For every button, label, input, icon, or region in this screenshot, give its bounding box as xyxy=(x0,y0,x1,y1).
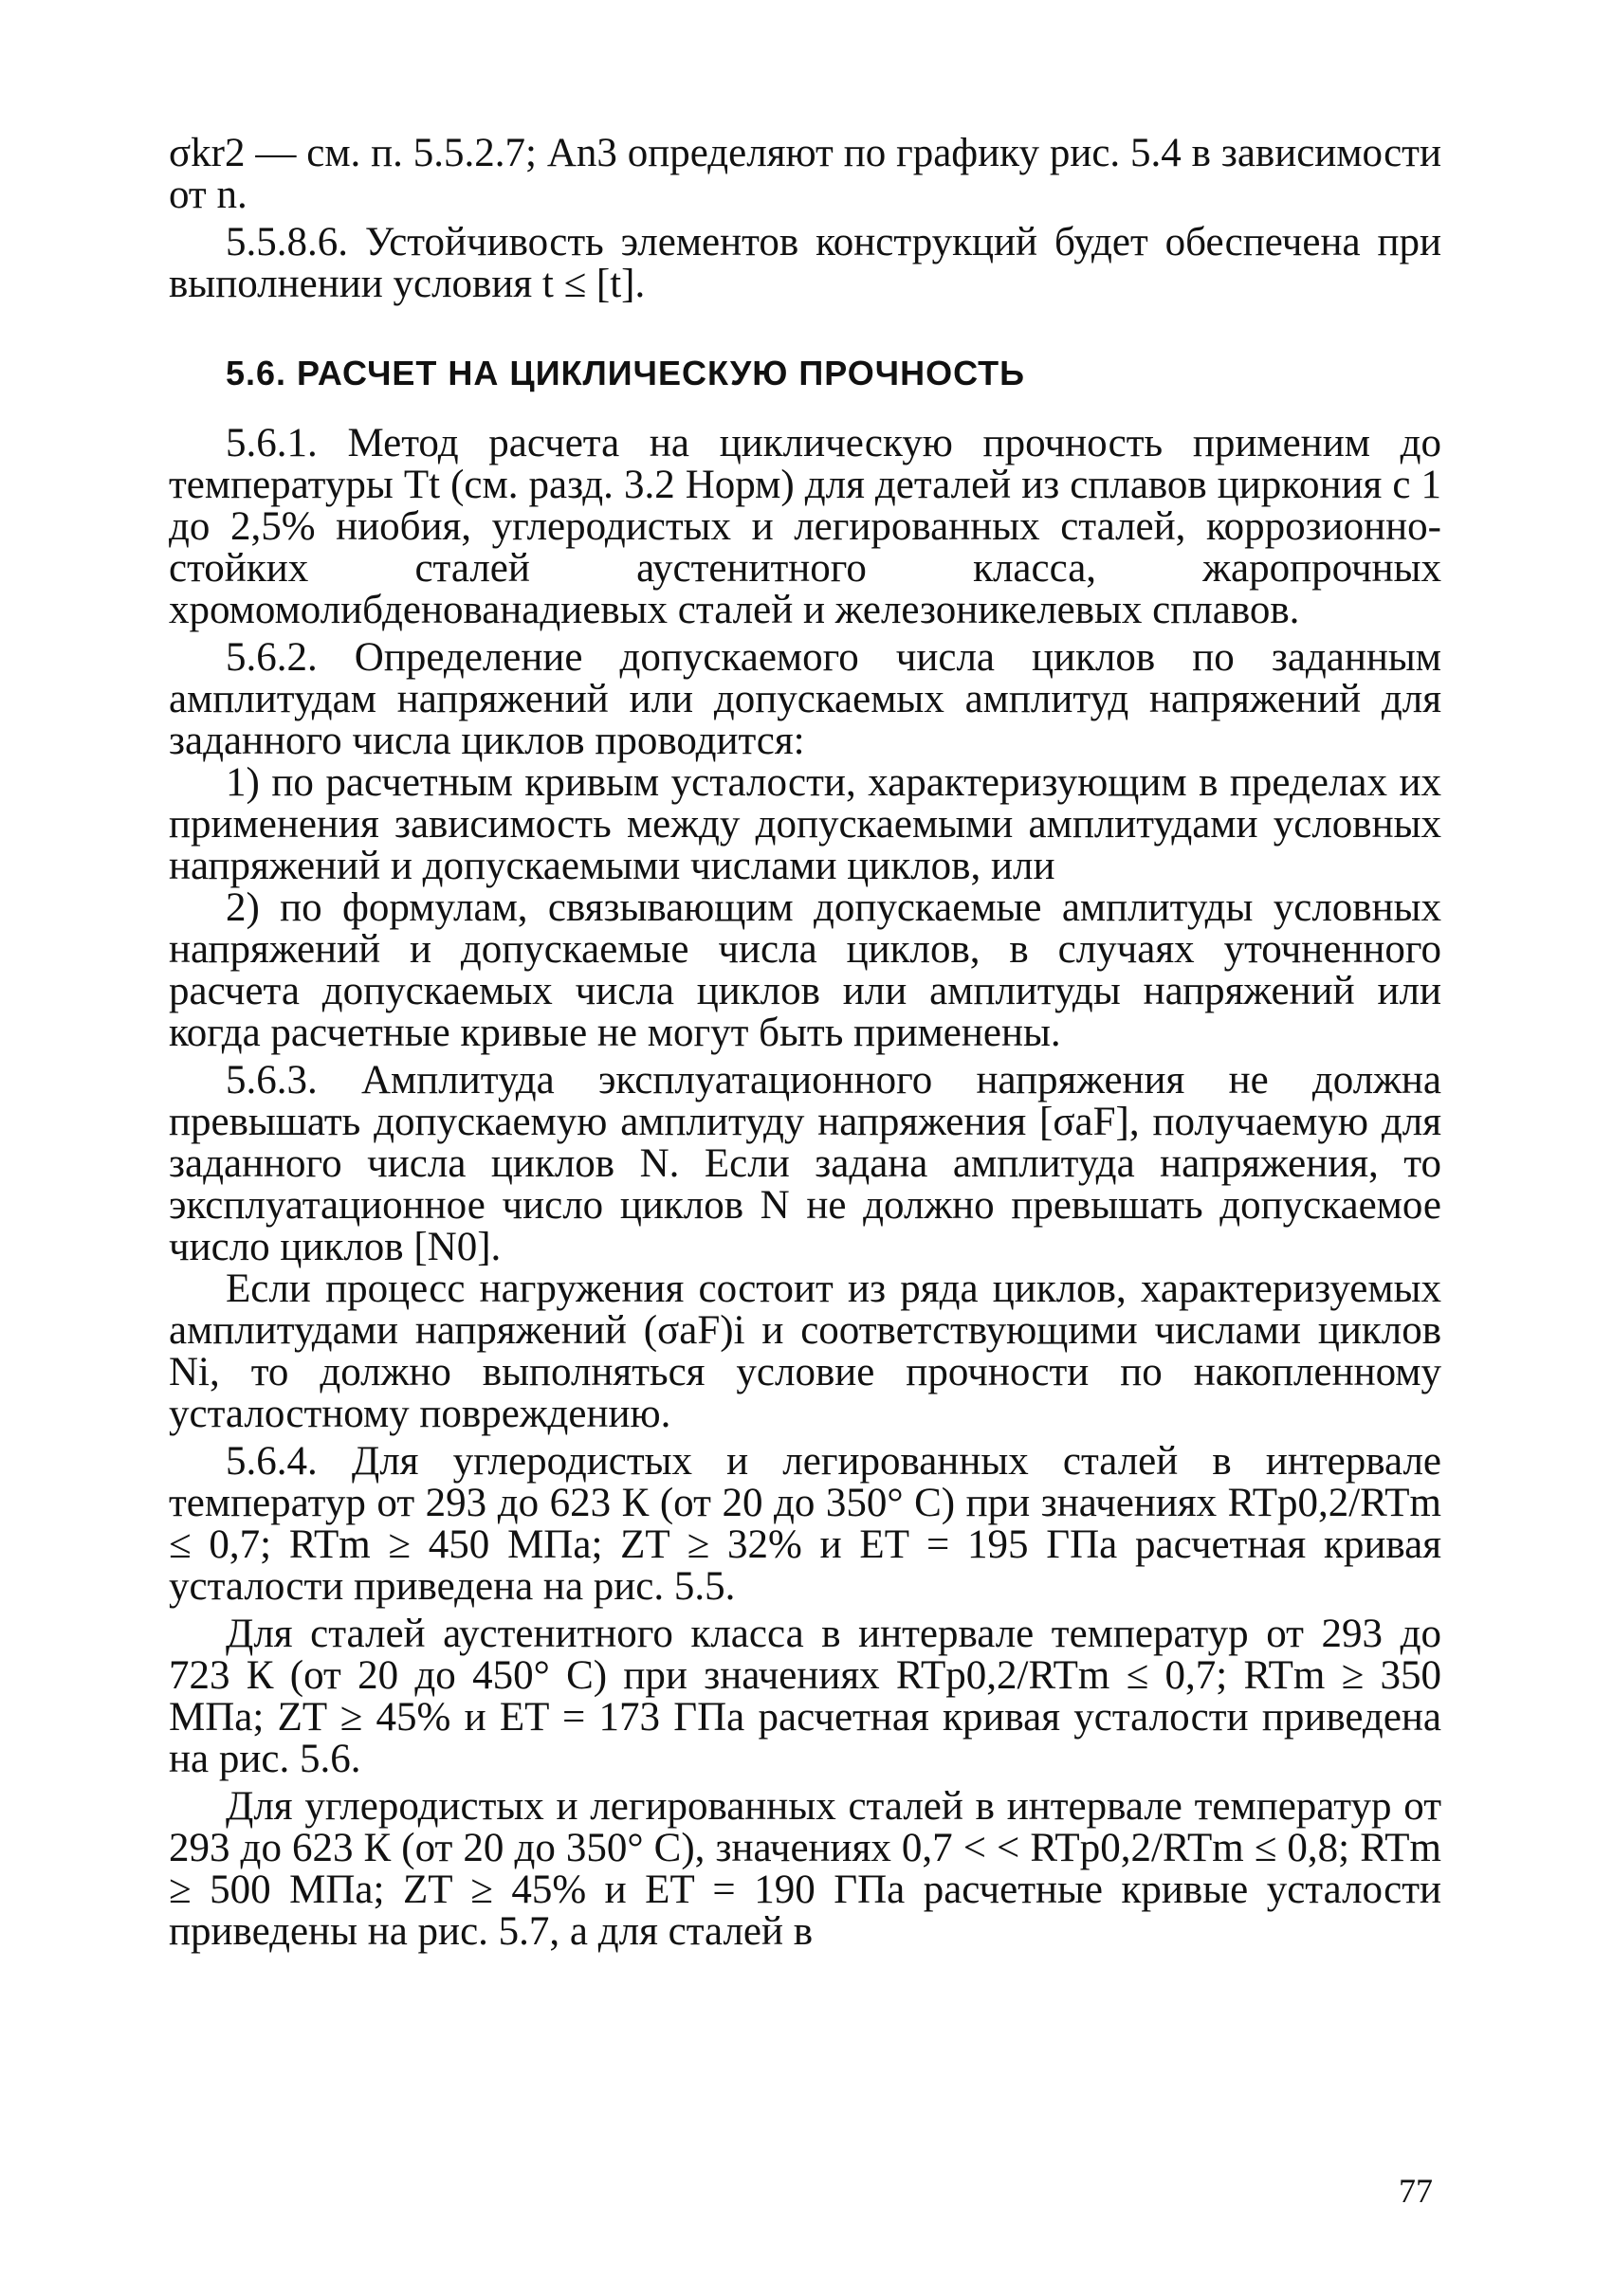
paragraph-5-6-4: 5.6.4. Для углеродистых и легированных сталей в интервале температур от 293 до 623 К (от 20 до 350° С) при значениях RTp0,2/RTm ≤ 0,7; RTm ≥ 450 МПа; ZT ≥ 32% и ET = 195 ГПа расчетная кривая усталости приведена на рис. 5.5. xyxy=(169,1439,1441,1609)
text-top-lines: σkr2 — см. п. 5.5.2.7; An3 определяют по графику рис. 5.4 в зависимости от n. xyxy=(169,131,1441,217)
paragraph-austenitic-steels: Для сталей аустенитного класса в интервале температур от 293 до 723 К (от 20 до 450° С) при значениях RTp0,2/RTm ≤ 0,7; RTm ≥ 350 МПа; ZT ≥ 45% и ET = 173 ГПа расчетная кривая усталости приведена на рис. 5.6. xyxy=(169,1612,1441,1781)
paragraph-carbon-steels: Для углеродистых и легированных сталей в интервале температур от 293 до 623 К (от 20 до 350° С), значениях 0,7 < < RTp0,2/RTm ≤ 0,8; RTm ≥ 500 МПа; ZT ≥ 45% и ET = 190 ГПа расчетные кривые усталости приведены на рис. 5.7, а для сталей в xyxy=(169,1784,1441,1954)
paragraph-5-6-1: 5.6.1. Метод расчета на циклическую прочность применим до температуры Tt (см. разд. 3.2 Норм) для деталей из сплавов циркония с 1 до 2,5% ниобия, углеродистых и легированных сталей, коррозионно-стойких сталей аустенитного класса, жаропрочных хромомолибденованадиевых сталей и железоникелевых сплавов. xyxy=(169,421,1441,632)
page-number: 77 xyxy=(1399,2172,1433,2210)
paragraph-5-6-2-item-2: 2) по формулам, связывающим допускаемые амплитуды условных напряжений и допускаемые числа циклов, в случаях уточненного расчета допускаемых числа циклов или амплитуды напряжений или когда расчетные кривые не могут быть применены. xyxy=(169,885,1441,1055)
page-body xyxy=(169,133,1441,1953)
paragraph-5-5-8-6: 5.5.8.6. Устойчивость элементов конструкций будет обеспечена при выполнении условия t ≤ [t]. xyxy=(169,220,1441,306)
paragraph-5-6-3: 5.6.3. Амплитуда эксплуатационного напряжения не должна превышать допускаемую амплитуду напряжения [σaF], получаемую для заданного числа циклов N. Если задана амплитуда напряжения, то эксплуатационное число циклов N не должно превышать допускаемое число циклов [N0]. xyxy=(169,1058,1441,1269)
section-heading: 5.6. РАСЧЕТ НА ЦИКЛИЧЕСКУЮ ПРОЧНОСТЬ xyxy=(226,354,1026,392)
paragraph-5-6-3-continued: Если процесс нагружения состоит из ряда циклов, характеризуемых амплитудами напряжений (σaF)i и соответствующими числами циклов Ni, то должно выполняться условие прочности по накопленному усталостному повреждению. xyxy=(169,1266,1441,1436)
paragraph-5-6-2: 5.6.2. Определение допускаемого числа циклов по заданным амплитудам напряжений или допускаемых амплитуд напряжений для заданного числа циклов проводится: xyxy=(169,635,1441,763)
paragraph-5-6-2-item-1: 1) по расчетным кривым усталости, характеризующим в пределах их применения зависимость между допускаемыми амплитудами условных напряжений и допускаемыми числами циклов, или xyxy=(169,760,1441,888)
